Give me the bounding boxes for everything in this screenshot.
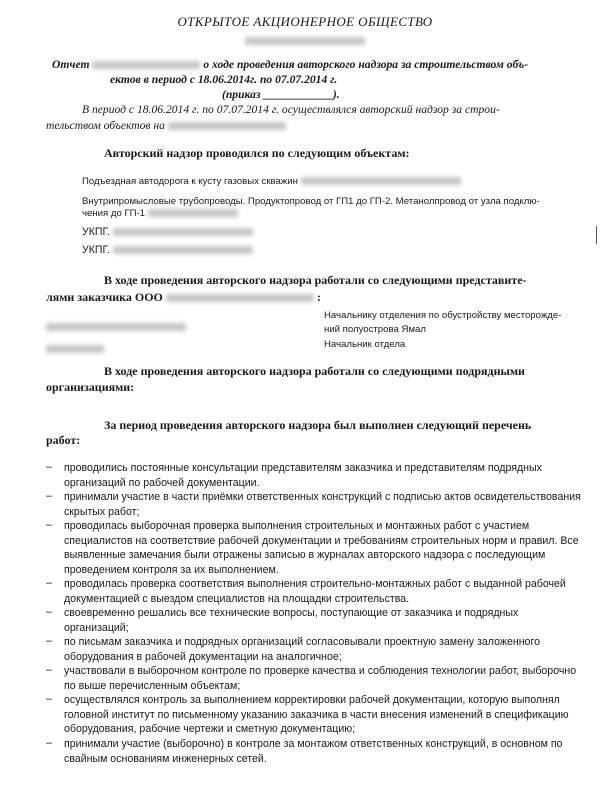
work-item: участвовали в выборочном контроле по проверке качества и соблюдения технологии работ, выборочно по выше перечисленным объектам;: [64, 665, 577, 692]
organization-title: ОТКРЫТОЕ АКЦИОНЕРНОЕ ОБЩЕСТВО: [177, 14, 433, 29]
period-text-line1: В период с 18.06.2014 г. по 07.07.2014 г. осуществлялся авторский надзор за строи-: [82, 103, 500, 116]
margin-mark: [596, 226, 597, 244]
work-item: проводились постоянные консультации представителям заказчика и представителям подрядных организаций по рабочей документации.: [64, 462, 542, 489]
customer-rep-name-1-redacted: [46, 318, 186, 336]
object-item-pipelines: Внутрипромысловые трубопроводы. Продуктопровод от ГП1 до ГП-2. Метанолпровод от узла подклю-: [82, 196, 540, 207]
work-item-dash: –: [46, 490, 52, 502]
work-item: принимали участие (выборочно) в контроле за монтажом ответственных конструкций, в основном по свайным основаниям инженерных сетей.: [64, 738, 563, 765]
organization-name-redacted: [0, 32, 610, 42]
period-text-line2: тельством объектов на: [46, 119, 286, 132]
work-item: по письмам заказчика и подрядных организаций согласовывали проектную замену заложенного оборудования в рабочей документации на аналогичное;: [64, 636, 540, 663]
work-item: проводилась проверка соответствия выполнения строительно-монтажных работ с выданной рабочей документацией с выездом специалистов на площадки строительства.: [64, 578, 566, 605]
objects-heading: Авторский надзор проводился по следующим объектам:: [104, 146, 410, 160]
work-item-dash: –: [46, 664, 52, 676]
work-item-dash: –: [46, 519, 52, 531]
work-item-dash: –: [46, 737, 52, 749]
report-title-line2: ектов в период с 18.06.2014г. по 07.07.2014 г.: [110, 73, 338, 86]
work-item: осуществлялся контроль за выполнением корректировки рабочей документации, которую выполнял головной институт по письменному указанию заказчика в части внесения изменений в спецификацию оборудования, рабочие чертежи и сметную документацию;: [64, 694, 569, 736]
work-item-dash: –: [46, 693, 52, 705]
work-item-dash: –: [46, 606, 52, 618]
report-title-line1: Отчет о ходе проведения авторского надзора за строительством объ-: [52, 58, 529, 71]
work-item: своевременно решались все технические вопросы, поступающие от заказчика и подрядных организаций;: [64, 607, 519, 634]
object-item-pipelines-cont: чения до ГП-1: [82, 208, 238, 219]
customer-heading-line1: В ходе проведения авторского надзора работали со следующими представите-: [104, 273, 527, 287]
works-heading-line2: работ:: [46, 433, 81, 447]
customer-rep-role-1b: ний полуострова Ямал: [324, 324, 426, 335]
object-item-road: Подъездная автодорога к кусту газовых скважин: [82, 176, 461, 187]
work-item: принимали участие в части приёмки ответственных конструкций с подписью актов освидетельствования скрытых работ;: [64, 491, 581, 518]
contractor-heading-line2: организациями:: [46, 380, 135, 394]
works-heading-line1: За период проведения авторского надзора был выполнен следующий перечень: [104, 418, 532, 432]
report-title-line3: (приказ ____________).: [222, 88, 340, 101]
work-item-dash: –: [46, 577, 52, 589]
work-item-dash: –: [46, 461, 52, 473]
object-item-ukpg-1: УКПГ.: [82, 226, 253, 238]
work-item-dash: –: [46, 635, 52, 647]
object-item-ukpg-2: УКПГ.: [82, 244, 253, 256]
work-item: проводилась выборочная проверка выполнения строительных и монтажных работ с участием специалистов на соответствие рабочей документации и требованиям строительных норм и правил. Все выявленные замечания были отражены записью в журналах авторского надзора с последующим проведением контроля за их выполнением.: [64, 520, 579, 576]
contractor-heading-line1: В ходе проведения авторского надзора работали со следующими подрядными: [104, 364, 525, 378]
customer-heading-line2: лями заказчика ООО :: [46, 290, 321, 304]
customer-rep-name-2-redacted: [46, 340, 104, 358]
customer-rep-role-1a: Начальнику отделения по обустройству месторожде-: [324, 310, 562, 321]
customer-rep-role-2: Начальник отдела: [324, 339, 406, 350]
